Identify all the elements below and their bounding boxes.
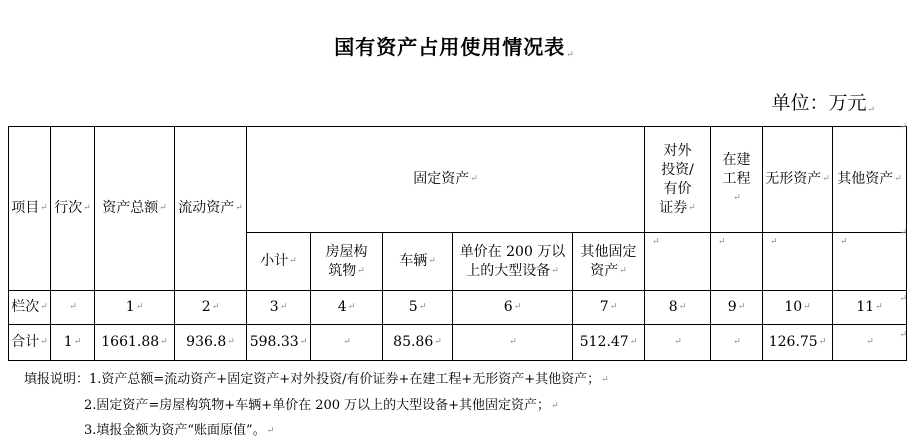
paragraph-mark-icon: ↵ (235, 203, 243, 213)
header-buildings: 房屋构筑物↵ (311, 233, 383, 291)
empty-header-cell (763, 233, 833, 291)
paragraph-mark-icon: ↵ (688, 202, 696, 213)
column-number: 11↵ (833, 291, 907, 325)
total-value: 512.47↵ (573, 325, 645, 361)
header-intangible: 无形资产↵ (763, 127, 833, 233)
paragraph-mark-icon: ↵ (289, 256, 297, 266)
column-number: 6↵ (453, 291, 573, 325)
paragraph-mark-icon: ↵ (211, 302, 220, 312)
empty-header-cell (711, 233, 763, 291)
paragraph-mark-icon: ↵ (347, 302, 356, 312)
header-row-1 (9, 127, 907, 233)
paragraph-mark-icon: ↵ (40, 203, 48, 213)
unit-label: 单位：万元↵ (771, 92, 875, 115)
paragraph-mark-icon: ↵ (899, 294, 907, 304)
paragraph-mark-icon: ↵ (160, 337, 168, 347)
paragraph-mark-icon: ↵ (803, 302, 811, 312)
note-line-3: 3.填报金额为资产“账面原值”。↵ (84, 423, 275, 438)
total-value: 126.75↵ (763, 325, 833, 361)
paragraph-mark-icon: ↵ (674, 337, 682, 347)
paragraph-mark-icon: ↵ (299, 337, 308, 347)
paragraph-mark-icon: ↵ (566, 50, 575, 60)
paragraph-mark-icon: ↵ (418, 302, 427, 312)
paragraph-mark-icon: ↵ (551, 401, 559, 411)
paragraph-mark-icon: ↵ (357, 265, 365, 276)
total-value: 598.33↵ (247, 325, 311, 361)
column-number: 1↵ (95, 291, 175, 325)
empty-header-cell (645, 233, 711, 291)
paragraph-mark-icon: ↵ (899, 228, 907, 238)
column-number: 8↵ (645, 291, 711, 325)
paragraph-mark-icon: ↵ (509, 337, 517, 347)
total-value (833, 325, 907, 361)
total-row-label: 合计↵ (9, 325, 51, 361)
column-row-label: 栏次↵ (9, 291, 51, 325)
paragraph-mark-icon: ↵ (899, 122, 907, 132)
header-construction: 在建工程↵ (711, 127, 763, 233)
total-value: 85.86↵ (383, 325, 453, 361)
header-other-fixed: 其他固定资产↵ (573, 233, 645, 291)
header-current-assets: 流动资产↵ (175, 127, 247, 291)
column-number: 4↵ (311, 291, 383, 325)
header-row-no: 行次↵ (51, 127, 95, 291)
paragraph-mark-icon: ↵ (770, 237, 778, 247)
paragraph-mark-icon: ↵ (818, 337, 827, 347)
paragraph-mark-icon: ↵ (513, 302, 522, 312)
paragraph-mark-icon: ↵ (899, 330, 907, 340)
paragraph-mark-icon: ↵ (434, 337, 442, 347)
paragraph-mark-icon: ↵ (609, 302, 618, 312)
asset-table (8, 126, 907, 361)
column-number: 7↵ (573, 291, 645, 325)
paragraph-mark-icon: ↵ (894, 174, 902, 184)
column-number: 3↵ (247, 291, 311, 325)
paragraph-mark-icon: ↵ (678, 302, 687, 312)
paragraph-mark-icon: ↵ (867, 105, 875, 115)
empty-header-cell (833, 233, 907, 291)
paragraph-mark-icon: ↵ (343, 337, 351, 347)
header-large-equipment: 单价在 200 万以上的大型设备↵ (453, 233, 573, 291)
paragraph-mark-icon: ↵ (629, 337, 638, 347)
paragraph-mark-icon: ↵ (601, 375, 609, 385)
column-number-row (9, 291, 907, 325)
paragraph-mark-icon: ↵ (428, 256, 436, 266)
paragraph-mark-icon: ↵ (40, 337, 48, 347)
total-value (453, 325, 573, 361)
total-row (9, 325, 907, 361)
total-value (645, 325, 711, 361)
paragraph-mark-icon: ↵ (737, 302, 746, 312)
total-value: 936.8↵ (175, 325, 247, 361)
header-external-investment: 对外投资/有价证券↵ (645, 127, 711, 233)
total-value (311, 325, 383, 361)
header-other-assets: 其他资产↵ (833, 127, 907, 233)
paragraph-mark-icon: ↵ (470, 174, 478, 184)
paragraph-mark-icon: ↵ (866, 337, 874, 347)
paragraph-mark-icon: ↵ (40, 302, 48, 312)
column-number: 5↵ (383, 291, 453, 325)
column-number: 10↵ (763, 291, 833, 325)
header-fixed-assets: 固定资产↵ (247, 127, 645, 233)
header-subtotal: 小计↵ (247, 233, 311, 291)
paragraph-mark-icon: ↵ (840, 237, 848, 247)
note-line-2: 2.固定资产=房屋构筑物+车辆+单价在 200 万以上的大型设备+其他固定资产；↵ (84, 398, 559, 413)
header-item: 项目↵ (9, 127, 51, 291)
table-title: 国有资产占用使用情况表↵ (334, 35, 575, 60)
paragraph-mark-icon: ↵ (652, 237, 660, 247)
paragraph-mark-icon: ↵ (279, 302, 288, 312)
paragraph-mark-icon: ↵ (822, 174, 830, 184)
paragraph-mark-icon: ↵ (875, 302, 883, 312)
paragraph-mark-icon: ↵ (159, 203, 167, 213)
paragraph-mark-icon: ↵ (733, 337, 741, 347)
total-value (711, 325, 763, 361)
paragraph-mark-icon: ↵ (551, 265, 559, 276)
total-value: 1661.88↵ (95, 325, 175, 361)
paragraph-mark-icon: ↵ (73, 337, 82, 347)
paragraph-mark-icon: ↵ (718, 237, 726, 247)
note-line-1: 填报说明：1.资产总额=流动资产+固定资产+对外投资/有价证券+在建工程+无形资产+其他资产；↵ (24, 372, 609, 387)
paragraph-mark-icon: ↵ (69, 302, 77, 312)
paragraph-mark-icon: ↵ (266, 426, 275, 436)
total-row-no: 1↵ (51, 325, 95, 361)
paragraph-mark-icon: ↵ (733, 193, 741, 203)
column-row-cell (51, 291, 95, 325)
column-number: 9↵ (711, 291, 763, 325)
paragraph-mark-icon: ↵ (135, 302, 144, 312)
header-total-assets: 资产总额↵ (95, 127, 175, 291)
paragraph-mark-icon: ↵ (227, 337, 235, 347)
paragraph-mark-icon: ↵ (83, 203, 91, 213)
column-number: 2↵ (175, 291, 247, 325)
header-vehicles: 车辆↵ (383, 233, 453, 291)
paragraph-mark-icon: ↵ (619, 265, 627, 276)
